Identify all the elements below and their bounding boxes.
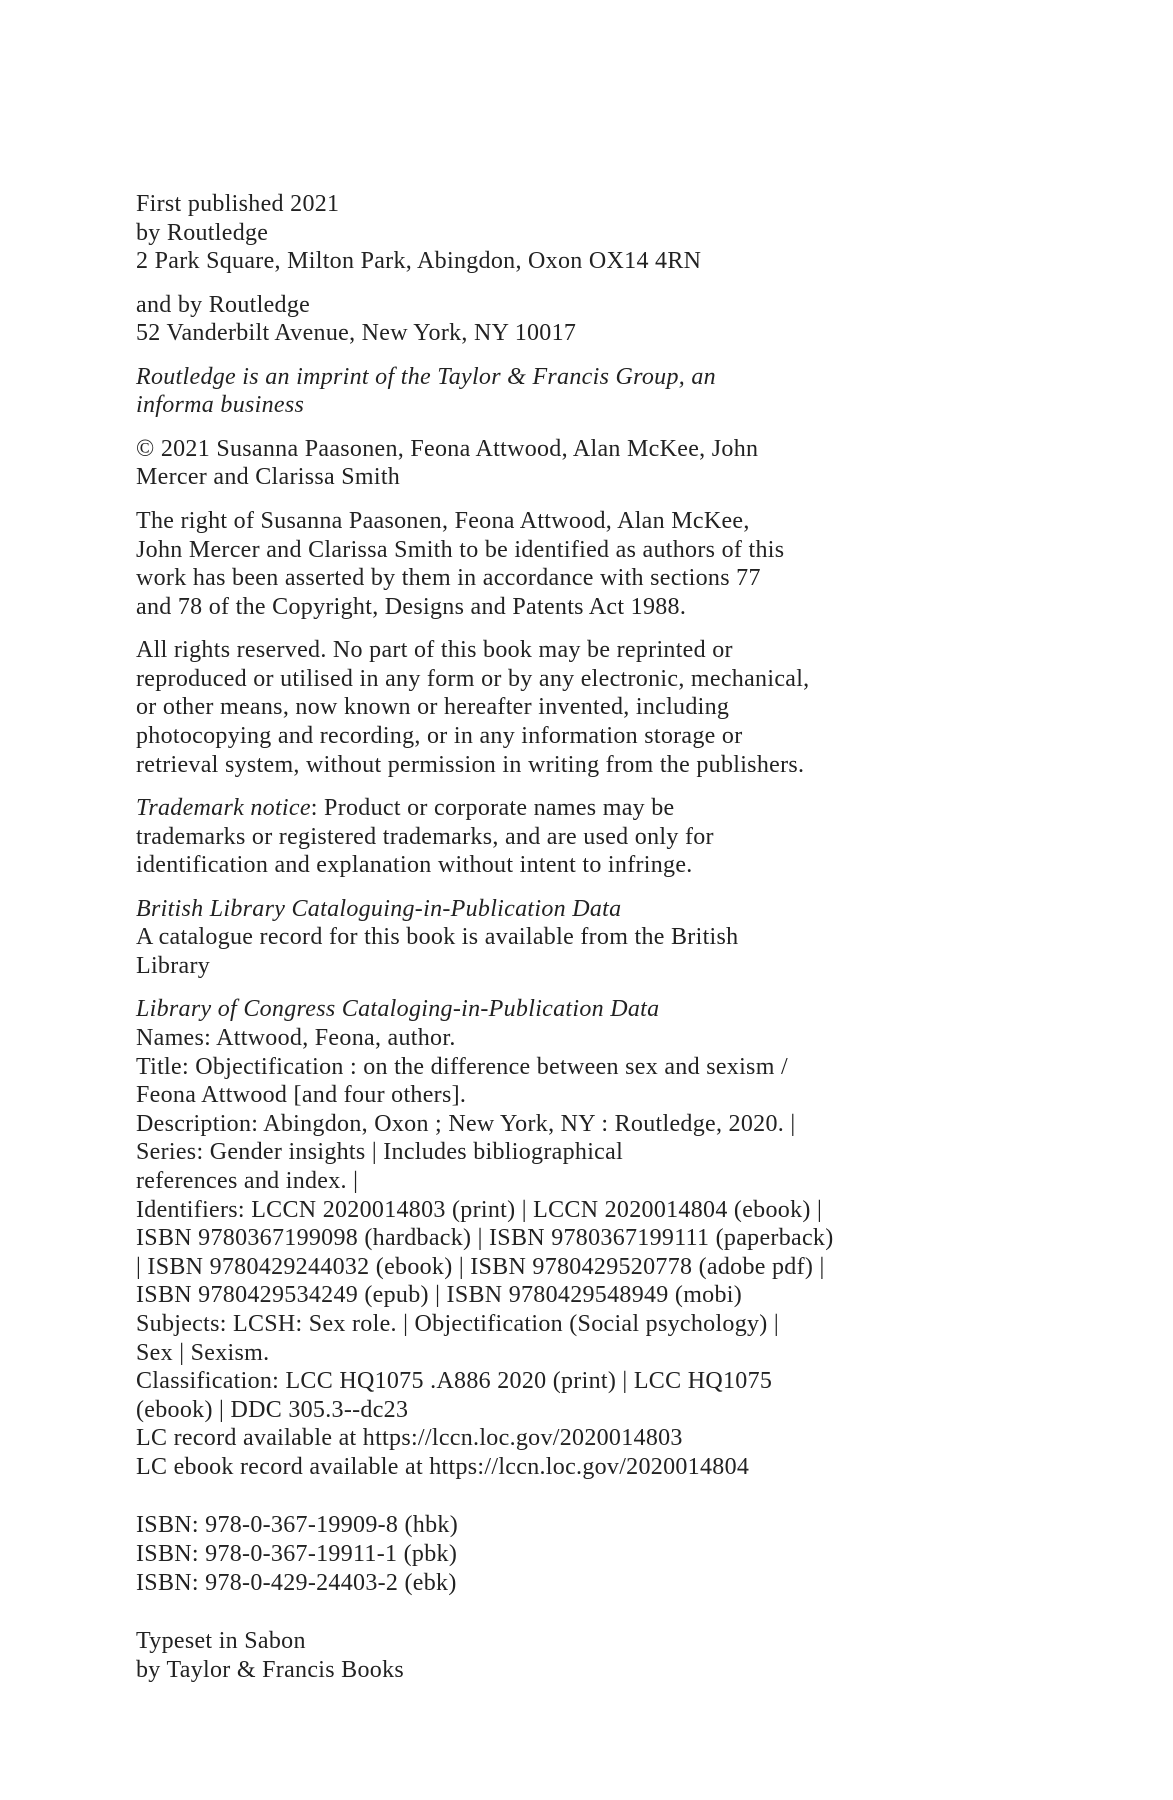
text-line: identification and explanation without intent to infringe. — [136, 852, 693, 879]
text-line: Series: Gender insights | Includes bibliographical — [136, 1139, 624, 1166]
text-line: © 2021 Susanna Paasonen, Feona Attwood, Alan McKee, John — [136, 435, 759, 462]
trademark-label: Trademark notice — [136, 795, 311, 822]
british-library-data — [136, 895, 836, 981]
text-line: retrieval system, without permission in writing from the publishers. — [136, 751, 805, 778]
trademark-notice — [136, 794, 836, 880]
text-line: LC ebook record available at https://lccn.loc.gov/2020014804 — [136, 1453, 750, 1480]
text-line: (ebook) | DDC 305.3--dc23 — [136, 1396, 409, 1423]
text-line: A catalogue record for this book is available from the British — [136, 924, 739, 951]
isbn-line: ISBN: 978-0-367-19911-1 (pbk) — [136, 1541, 458, 1568]
isbn-line: ISBN: 978-0-367-19909-8 (hbk) — [136, 1512, 459, 1539]
copyright-page — [136, 190, 836, 1699]
section-heading: British Library Cataloguing-in-Publication Data — [136, 895, 622, 922]
text-line: Library — [136, 952, 211, 979]
imprint-statement — [136, 363, 836, 420]
text-line: or other means, now known or hereafter invented, including — [136, 694, 730, 721]
library-of-congress-data — [136, 995, 836, 1481]
text-line: Subjects: LCSH: Sex role. | Objectification (Social psychology) | — [136, 1310, 780, 1337]
text-line: Feona Attwood [and four others]. — [136, 1082, 467, 1109]
text-line — [136, 794, 836, 823]
text-line: Description: Abingdon, Oxon ; New York, NY : Routledge, 2020. | — [136, 1110, 796, 1137]
text-line: Sex | Sexism. — [136, 1339, 270, 1366]
text-line: Routledge is an imprint of the Taylor & Francis Group, an — [136, 363, 716, 390]
text-line: Mercer and Clarissa Smith — [136, 464, 401, 491]
isbn-list — [136, 1511, 836, 1597]
text-line: reproduced or utilised in any form or by any electronic, mechanical, — [136, 665, 810, 692]
text-line: First published 2021 — [136, 191, 340, 217]
text-line: LC record available at https://lccn.loc.gov/2020014803 — [136, 1425, 683, 1452]
copyright-notice — [136, 435, 836, 492]
text-line: Typeset in Sabon — [136, 1628, 306, 1655]
text-line: references and index. | — [136, 1167, 359, 1194]
text-line: Names: Attwood, Feona, author. — [136, 1024, 456, 1051]
text-line: All rights reserved. No part of this book may be reprinted or — [136, 637, 733, 664]
publication-info — [136, 190, 836, 276]
moral-rights — [136, 507, 836, 621]
text-line: 52 Vanderbilt Avenue, New York, NY 10017 — [136, 320, 577, 347]
text-line: photocopying and recording, or in any information storage or — [136, 722, 743, 749]
text-line: | ISBN 9780429244032 (ebook) | ISBN 9780429520778 (adobe pdf) | — [136, 1253, 825, 1280]
us-address — [136, 291, 836, 348]
section-heading: Library of Congress Cataloging-in-Publication Data — [136, 996, 660, 1023]
rights-reserved — [136, 636, 836, 779]
text-line: work has been asserted by them in accordance with sections 77 — [136, 565, 761, 592]
text-line: by Routledge — [136, 219, 269, 246]
text-line: John Mercer and Clarissa Smith to be identified as authors of this — [136, 536, 785, 563]
text-line: by Taylor & Francis Books — [136, 1656, 405, 1683]
typeset-info — [136, 1627, 836, 1684]
text-line: Title: Objectification : on the difference between sex and sexism / — [136, 1053, 788, 1080]
text-line: ISBN 9780367199098 (hardback) | ISBN 9780367199111 (paperback) — [136, 1225, 834, 1252]
text-line: ISBN 9780429534249 (epub) | ISBN 9780429548949 (mobi) — [136, 1282, 743, 1309]
text-line: and by Routledge — [136, 291, 311, 318]
text-line: The right of Susanna Paasonen, Feona Attwood, Alan McKee, — [136, 507, 750, 534]
text-line: 2 Park Square, Milton Park, Abingdon, Oxon OX14 4RN — [136, 248, 702, 275]
isbn-line: ISBN: 978-0-429-24403-2 (ebk) — [136, 1569, 457, 1596]
text-line: trademarks or registered trademarks, and are used only for — [136, 823, 714, 850]
trademark-text: : Product or corporate names may be — [310, 795, 675, 822]
text-line: Classification: LCC HQ1075 .A886 2020 (print) | LCC HQ1075 — [136, 1368, 773, 1395]
text-line: informa business — [136, 392, 305, 419]
text-line: and 78 of the Copyright, Designs and Patents Act 1988. — [136, 593, 687, 620]
text-line: Identifiers: LCCN 2020014803 (print) | LCCN 2020014804 (ebook) | — [136, 1196, 823, 1223]
